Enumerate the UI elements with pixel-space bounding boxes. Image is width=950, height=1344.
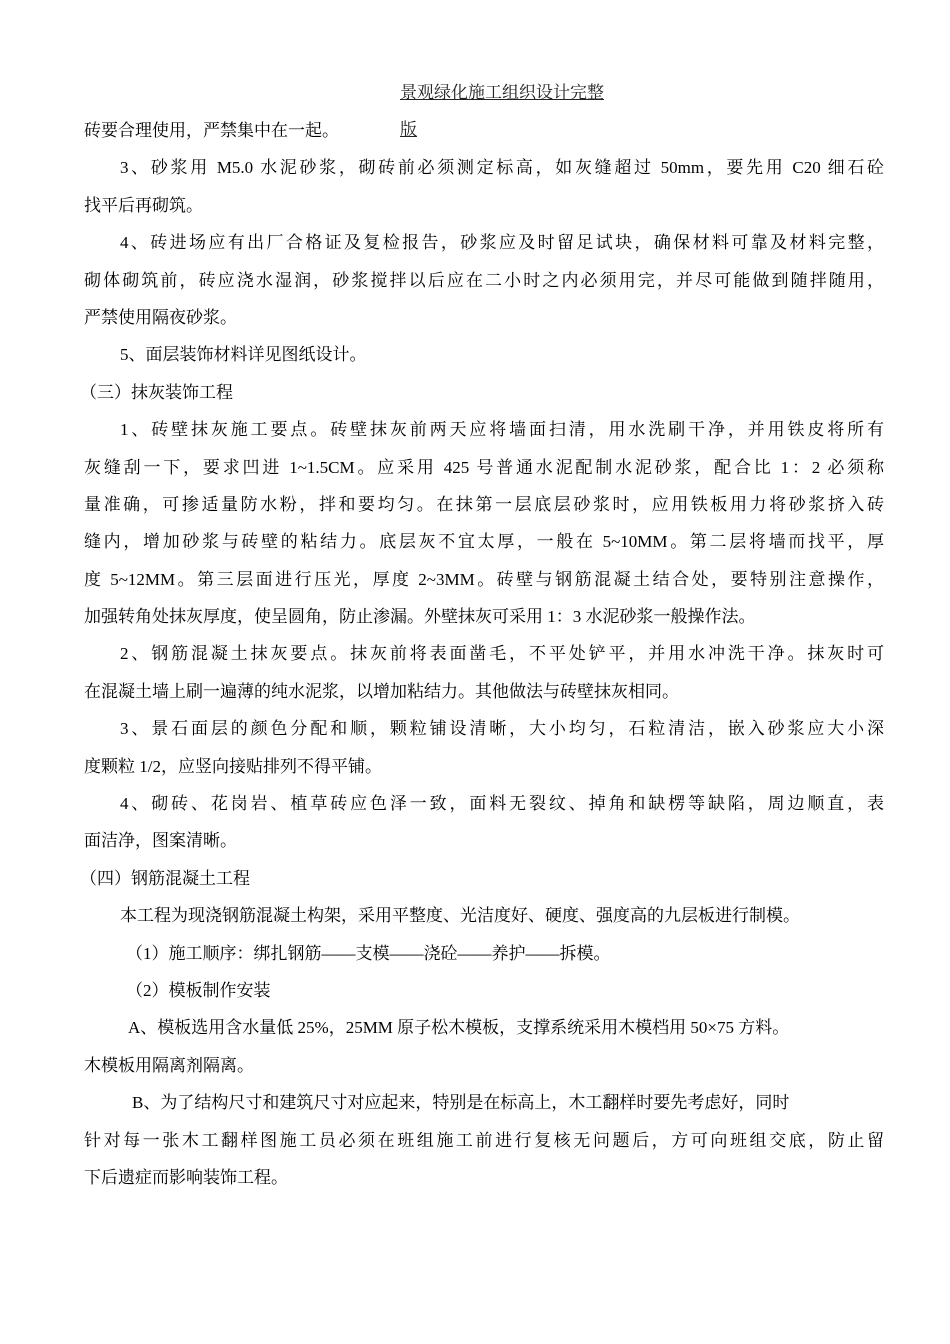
body-line: 2、钢筋混凝土抹灰要点。抹灰前将表面凿毛，不平处铲平，并用水冲洗干净。抹灰时可 (120, 644, 884, 664)
body-line: 度 5~12MM。第三层面进行压光，厚度 2~3MM。砖壁与钢筋混凝土结合处，要特别注意操作， (84, 569, 884, 589)
body-line: 3、景石面层的颜色分配和顺，颗粒铺设清晰，大小均匀，石粒清洁，嵌入砂浆应大小深 (120, 719, 884, 739)
body-line: B、为了结构尺寸和建筑尺寸对应起来，特别是在标高上，木工翻样时要先考虑好，同时 (132, 1093, 790, 1113)
section-heading: （四）钢筋混凝土工程 (80, 868, 250, 888)
body-line: （2）模板制作安装 (126, 980, 271, 1000)
body-line: 5、面层装饰材料详见图纸设计。 (120, 345, 367, 365)
body-line: 度颗粒 1/2，应竖向接贴排列不得平铺。 (84, 756, 382, 776)
body-line: 砖要合理使用，严禁集中在一起。 (84, 121, 339, 140)
body-line: A、模板选用含水量低 25%，25MM 原子松木模板，支撑系统采用木模档用 50×75 方料。 (128, 1018, 790, 1038)
body-line: 4、砖进场应有出厂合格证及复检报告，砂浆应及时留足试块，确保材料可靠及材料完整， (120, 233, 884, 253)
body-line: 下后遗症而影响装饰工程。 (84, 1167, 288, 1187)
body-line: 4、砌砖、花岗岩、植草砖应色泽一致，面料无裂纹、掉角和缺楞等缺陷，周边顺直，表 (120, 794, 884, 814)
body-line: 严禁使用隔夜砂浆。 (84, 307, 237, 327)
body-line: 面洁净，图案清晰。 (84, 831, 237, 851)
section-heading: （三）抹灰装饰工程 (80, 382, 233, 402)
body-line: 找平后再砌筑。 (84, 195, 203, 215)
body-line: 缝内，增加砂浆与砖壁的粘结力。底层灰不宜太厚，一般在 5~10MM。第二层将墙而找平，厚 (84, 532, 884, 552)
body-line: 1、砖壁抹灰施工要点。砖壁抹灰前两天应将墙面扫清，用水洗刷干净，并用铁皮将所有 (120, 420, 884, 440)
header-title-line2: 版 (400, 120, 417, 140)
body-line: 灰缝刮一下，要求凹进 1~1.5CM。应采用 425 号普通水泥配制水泥砂浆，配合比 1：2 必须称 (84, 457, 884, 477)
body-line: （1）施工顺序：绑扎钢筋——支模——浇砼——养护——拆模。 (126, 943, 611, 963)
body-line: 在混凝土墙上刷一遍薄的纯水泥浆，以增加粘结力。其他做法与砖壁抹灰相同。 (84, 681, 679, 701)
body-line: 针对每一张木工翻样图施工员必须在班组施工前进行复核无问题后，方可向班组交底，防止留 (84, 1130, 884, 1150)
body-line: 砌体砌筑前，砖应浇水湿润，砂浆搅拌以后应在二小时之内必须用完，并尽可能做到随拌随用， (84, 270, 884, 290)
header-title-line1: 景观绿化施工组织设计完整 (400, 83, 604, 102)
body-line: 3、砂浆用 M5.0 水泥砂浆，砌砖前必须测定标高，如灰缝超过 50mm，要先用 C20 细石砼 (120, 158, 884, 178)
body-line: 木模板用隔离剂隔离。 (84, 1055, 254, 1075)
document-body (80, 112, 884, 1196)
body-line: 本工程为现浇钢筋混凝土构架，采用平整度、光洁度好、硬度、强度高的九层板进行制模。 (120, 906, 800, 926)
body-line: 加强转角处抹灰厚度，使呈圆角，防止渗漏。外壁抹灰可采用 1：3 水泥砂浆一般操作法。 (84, 607, 756, 627)
body-line: 量准确，可掺适量防水粉，拌和要均匀。在抹第一层底层砂浆时，应用铁板用力将砂浆挤入砖 (84, 494, 884, 514)
